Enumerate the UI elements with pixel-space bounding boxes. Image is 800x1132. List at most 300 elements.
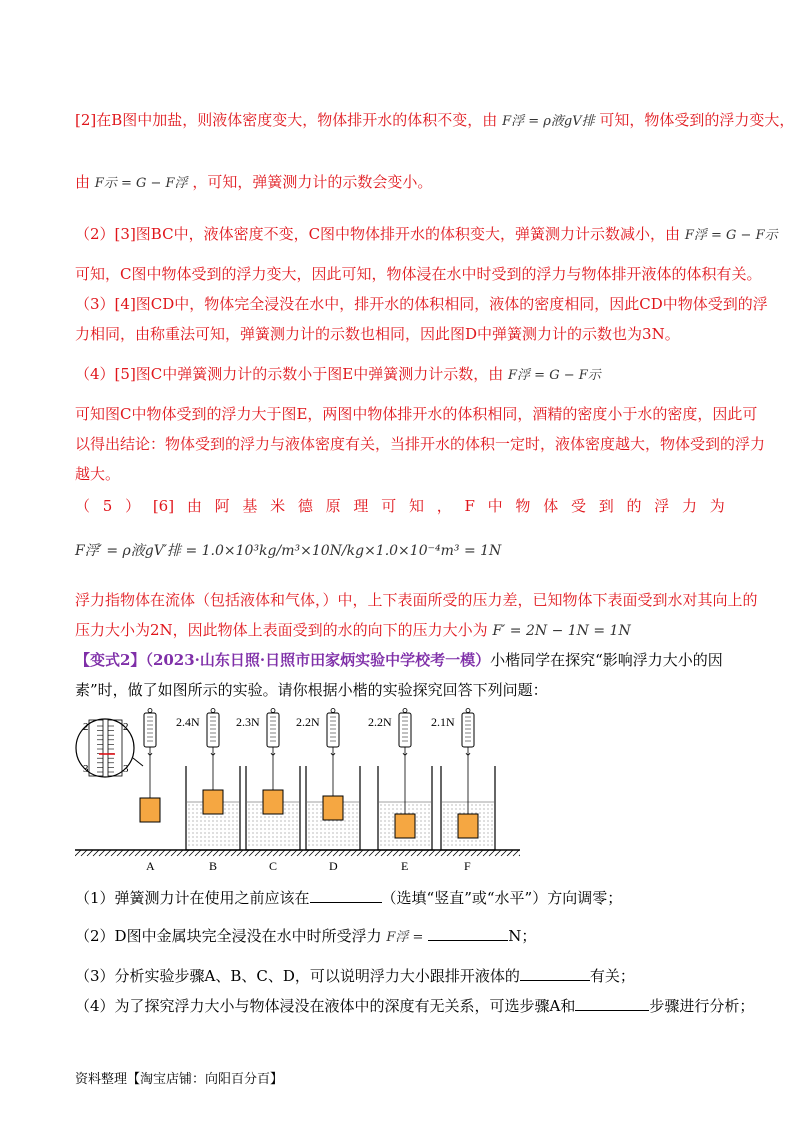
liquid-dot — [492, 845, 493, 846]
liquid-dot — [309, 845, 310, 846]
liquid-dot — [333, 829, 334, 830]
liquid-dot — [189, 805, 190, 806]
ground-hatch — [219, 850, 225, 856]
liquid-dot — [277, 833, 278, 834]
q5-word: 可 — [381, 497, 397, 515]
ground-hatch — [225, 850, 231, 856]
liquid-dot — [484, 833, 485, 834]
ground-hatch — [333, 850, 339, 856]
liquid-dot — [217, 829, 218, 830]
liquid-dot — [444, 833, 445, 834]
liquid-dot — [456, 809, 457, 810]
liquid-dot — [488, 805, 489, 806]
metal-block — [458, 814, 478, 838]
liquid-dot — [425, 829, 426, 830]
liquid-dot — [393, 825, 394, 826]
liquid-dot — [289, 845, 290, 846]
liquid-dot — [281, 833, 282, 834]
liquid-dot — [265, 829, 266, 830]
liquid-dot — [229, 829, 230, 830]
liquid-dot — [277, 825, 278, 826]
ground-hatch — [399, 850, 405, 856]
liquid-dot — [285, 817, 286, 818]
liquid-dot — [269, 833, 270, 834]
liquid-dot — [381, 817, 382, 818]
liquid-dot — [205, 841, 206, 842]
q5-word: （ — [75, 497, 91, 515]
liquid-dot — [480, 805, 481, 806]
spring-scale — [462, 713, 474, 747]
liquid-dot — [201, 821, 202, 822]
liquid-dot — [393, 813, 394, 814]
liquid-dot — [456, 841, 457, 842]
liquid-dot — [421, 817, 422, 818]
ground-hatch — [465, 850, 471, 856]
liquid-dot — [452, 837, 453, 838]
liquid-dot — [205, 825, 206, 826]
liquid-dot — [297, 845, 298, 846]
liquid-dot — [429, 845, 430, 846]
scale-hook-ring — [148, 709, 152, 713]
liquid-dot — [257, 829, 258, 830]
liquid-dot — [492, 833, 493, 834]
liquid-dot — [393, 817, 394, 818]
liquid-dot — [189, 817, 190, 818]
question-4 — [75, 996, 754, 1016]
liquid-dot — [321, 813, 322, 814]
liquid-dot — [484, 837, 485, 838]
liquid-dot — [333, 825, 334, 826]
liquid-dot — [293, 817, 294, 818]
analysis-q5-line2: 浮力指物体在流体（包括液体和气体，）中，上下表面所受的压力差，已知物体下表面受到水对其向上的 — [75, 591, 758, 609]
ground-hatch — [339, 850, 345, 856]
ground-hatch — [447, 850, 453, 856]
q5-word: F — [464, 497, 475, 515]
liquid-dot — [293, 809, 294, 810]
liquid-dot — [349, 825, 350, 826]
liquid-dot — [289, 829, 290, 830]
liquid-dot — [253, 845, 254, 846]
liquid-dot — [257, 833, 258, 834]
liquid-dot — [448, 833, 449, 834]
liquid-dot — [213, 845, 214, 846]
liquid-dot — [225, 825, 226, 826]
spring-scale — [144, 713, 156, 747]
answer-blank-4[interactable] — [575, 996, 649, 1011]
ground-hatch — [345, 850, 351, 856]
liquid-dot — [385, 833, 386, 834]
liquid-dot — [484, 817, 485, 818]
liquid-dot — [221, 821, 222, 822]
liquid-dot — [285, 841, 286, 842]
liquid-dot — [425, 841, 426, 842]
figure-label: E — [401, 859, 409, 873]
ground-hatch — [411, 850, 417, 856]
liquid-dot — [480, 845, 481, 846]
liquid-dot — [317, 845, 318, 846]
liquid-dot — [277, 837, 278, 838]
liquid-dot — [448, 829, 449, 830]
liquid-dot — [456, 837, 457, 838]
liquid-dot — [229, 825, 230, 826]
q5-word: 为 — [709, 497, 725, 515]
liquid-dot — [421, 805, 422, 806]
question-3 — [75, 966, 635, 986]
liquid-dot — [265, 825, 266, 826]
liquid-dot — [321, 817, 322, 818]
liquid-dot — [381, 813, 382, 814]
ground-hatch — [483, 850, 489, 856]
liquid-dot — [417, 825, 418, 826]
liquid-dot — [197, 825, 198, 826]
liquid-dot — [253, 833, 254, 834]
liquid-dot — [265, 833, 266, 834]
liquid-dot — [321, 821, 322, 822]
liquid-dot — [289, 813, 290, 814]
spring-scale — [207, 713, 219, 747]
ground-hatch — [81, 850, 87, 856]
question-1 — [75, 888, 622, 908]
liquid-dot — [488, 833, 489, 834]
liquid-dot — [249, 805, 250, 806]
ground-hatch — [429, 850, 435, 856]
answer-blank-2[interactable] — [428, 926, 508, 941]
liquid-dot — [464, 813, 465, 814]
analysis-q5-line1 — [75, 496, 725, 516]
liquid-dot — [293, 805, 294, 806]
liquid-dot — [325, 829, 326, 830]
analysis-q5-line3 — [75, 620, 631, 641]
ground-hatch — [495, 850, 501, 856]
ground-hatch — [75, 850, 81, 856]
q5-word: 物 — [515, 497, 531, 515]
liquid-dot — [309, 833, 310, 834]
ground-hatch — [231, 850, 237, 856]
liquid-dot — [381, 809, 382, 810]
liquid-dot — [492, 837, 493, 838]
liquid-dot — [313, 809, 314, 810]
liquid-dot — [444, 813, 445, 814]
liquid-dot — [484, 813, 485, 814]
liquid-dot — [349, 833, 350, 834]
liquid-dot — [345, 845, 346, 846]
liquid-dot — [253, 805, 254, 806]
liquid-dot — [421, 829, 422, 830]
metal-block — [140, 798, 160, 822]
liquid-dot — [273, 841, 274, 842]
liquid-dot — [385, 821, 386, 822]
liquid-dot — [444, 837, 445, 838]
ground-hatch — [189, 850, 195, 856]
liquid-dot — [221, 817, 222, 818]
liquid-dot — [285, 805, 286, 806]
liquid-dot — [413, 845, 414, 846]
liquid-dot — [357, 833, 358, 834]
liquid-dot — [413, 841, 414, 842]
ground-hatch — [177, 850, 183, 856]
liquid-dot — [405, 845, 406, 846]
liquid-dot — [476, 809, 477, 810]
liquid-dot — [233, 805, 234, 806]
liquid-dot — [269, 825, 270, 826]
liquid-dot — [201, 825, 202, 826]
liquid-dot — [397, 813, 398, 814]
q5-word: 米 — [270, 497, 286, 515]
liquid-dot — [448, 817, 449, 818]
liquid-dot — [309, 837, 310, 838]
liquid-dot — [297, 805, 298, 806]
answer-blank-1[interactable] — [310, 888, 382, 903]
liquid-dot — [381, 841, 382, 842]
liquid-dot — [456, 829, 457, 830]
question-2 — [75, 926, 536, 948]
liquid-dot — [321, 829, 322, 830]
liquid-dot — [229, 809, 230, 810]
ground-hatch — [513, 850, 519, 856]
liquid-dot — [357, 841, 358, 842]
liquid-dot — [337, 821, 338, 822]
liquid-dot — [385, 837, 386, 838]
liquid-dot — [189, 833, 190, 834]
liquid-dot — [341, 821, 342, 822]
liquid-dot — [397, 805, 398, 806]
liquid-dot — [201, 805, 202, 806]
analysis-p2-line1 — [75, 110, 794, 132]
q5-word: 浮 — [654, 497, 670, 515]
liquid-dot — [285, 829, 286, 830]
liquid-dot — [353, 817, 354, 818]
spring-scale — [399, 713, 411, 747]
liquid-dot — [317, 833, 318, 834]
liquid-dot — [321, 809, 322, 810]
q5-word: 受 — [570, 497, 586, 515]
liquid-dot — [249, 825, 250, 826]
liquid-dot — [393, 837, 394, 838]
liquid-dot — [257, 805, 258, 806]
liquid-dot — [225, 821, 226, 822]
liquid-dot — [321, 845, 322, 846]
liquid-dot — [253, 813, 254, 814]
liquid-dot — [233, 841, 234, 842]
liquid-dot — [189, 845, 190, 846]
liquid-dot — [253, 809, 254, 810]
liquid-dot — [425, 845, 426, 846]
ground-hatch — [123, 850, 129, 856]
liquid-dot — [273, 829, 274, 830]
liquid-dot — [285, 833, 286, 834]
liquid-dot — [429, 829, 430, 830]
ground-hatch — [207, 850, 213, 856]
liquid-dot — [281, 825, 282, 826]
liquid-dot — [197, 837, 198, 838]
liquid-dot — [472, 841, 473, 842]
liquid-dot — [257, 821, 258, 822]
liquid-dot — [189, 829, 190, 830]
liquid-dot — [417, 813, 418, 814]
liquid-dot — [421, 837, 422, 838]
liquid-dot — [452, 813, 453, 814]
liquid-dot — [349, 809, 350, 810]
liquid-dot — [448, 805, 449, 806]
liquid-dot — [397, 809, 398, 810]
liquid-dot — [425, 825, 426, 826]
liquid-dot — [472, 845, 473, 846]
liquid-dot — [444, 845, 445, 846]
liquid-dot — [217, 821, 218, 822]
liquid-dot — [389, 845, 390, 846]
analysis-q3-line2: 力相同，由称重法可知，弹簧测力计的示数也相同，因此图D中弹簧测力计的示数也为3N。 — [75, 325, 680, 343]
liquid-dot — [476, 845, 477, 846]
q5-word: 力 — [682, 497, 698, 515]
liquid-dot — [209, 845, 210, 846]
liquid-dot — [341, 829, 342, 830]
liquid-dot — [421, 841, 422, 842]
liquid-dot — [189, 813, 190, 814]
liquid-dot — [492, 825, 493, 826]
liquid-dot — [201, 833, 202, 834]
liquid-dot — [313, 821, 314, 822]
liquid-dot — [444, 821, 445, 822]
liquid-dot — [201, 809, 202, 810]
scale-reading: 2.3N — [236, 715, 260, 729]
liquid-dot — [269, 817, 270, 818]
magnifier-label: 3 — [123, 763, 129, 775]
liquid-dot — [456, 805, 457, 806]
liquid-dot — [484, 845, 485, 846]
liquid-dot — [444, 805, 445, 806]
liquid-dot — [261, 809, 262, 810]
liquid-dot — [349, 841, 350, 842]
analysis-text: ，可知，弹簧测力计的示数会变小。 — [192, 173, 433, 191]
liquid-dot — [281, 841, 282, 842]
scale-hook-ring — [211, 709, 215, 713]
liquid-dot — [345, 837, 346, 838]
liquid-dot — [389, 821, 390, 822]
liquid-dot — [353, 845, 354, 846]
liquid-dot — [205, 817, 206, 818]
liquid-dot — [253, 821, 254, 822]
liquid-dot — [265, 837, 266, 838]
liquid-dot — [329, 833, 330, 834]
ground-hatch — [129, 850, 135, 856]
liquid-dot — [193, 809, 194, 810]
liquid-dot — [492, 841, 493, 842]
liquid-dot — [488, 813, 489, 814]
liquid-dot — [321, 825, 322, 826]
q5-word: ， — [436, 497, 452, 515]
liquid-dot — [309, 813, 310, 814]
liquid-dot — [385, 841, 386, 842]
liquid-dot — [345, 813, 346, 814]
liquid-dot — [353, 833, 354, 834]
liquid-dot — [281, 821, 282, 822]
liquid-dot — [325, 837, 326, 838]
liquid-dot — [452, 817, 453, 818]
liquid-dot — [209, 825, 210, 826]
liquid-dot — [265, 817, 266, 818]
liquid-dot — [484, 829, 485, 830]
q5-word: 基 — [242, 497, 258, 515]
liquid-dot — [209, 841, 210, 842]
liquid-dot — [217, 845, 218, 846]
figure-label: B — [209, 859, 218, 873]
liquid-dot — [429, 821, 430, 822]
liquid-dot — [353, 841, 354, 842]
liquid-dot — [213, 841, 214, 842]
liquid-dot — [421, 833, 422, 834]
liquid-dot — [488, 841, 489, 842]
liquid-dot — [261, 825, 262, 826]
liquid-dot — [273, 833, 274, 834]
liquid-dot — [381, 825, 382, 826]
ground-hatch — [417, 850, 423, 856]
liquid-dot — [476, 841, 477, 842]
liquid-dot — [492, 829, 493, 830]
ground-hatch — [267, 850, 273, 856]
liquid-dot — [484, 805, 485, 806]
ground-hatch — [87, 850, 93, 856]
liquid-dot — [189, 841, 190, 842]
answer-blank-3[interactable] — [520, 966, 590, 981]
liquid-dot — [269, 845, 270, 846]
liquid-dot — [249, 817, 250, 818]
liquid-dot — [468, 841, 469, 842]
question-text: （1）弹簧测力计在使用之前应该在 — [75, 889, 310, 907]
ground-hatch — [201, 850, 207, 856]
scale-hook-ring — [331, 709, 335, 713]
liquid-dot — [401, 845, 402, 846]
liquid-dot — [197, 821, 198, 822]
ground-hatch — [249, 850, 255, 856]
liquid-dot — [492, 817, 493, 818]
ground-hatch — [381, 850, 387, 856]
liquid-dot — [397, 841, 398, 842]
liquid-dot — [429, 809, 430, 810]
liquid-dot — [353, 825, 354, 826]
liquid-dot — [317, 825, 318, 826]
liquid-dot — [309, 817, 310, 818]
weight-formula: F示 = G − F浮 — [94, 176, 188, 191]
ground-hatch — [309, 850, 315, 856]
ground-hatch — [243, 850, 249, 856]
liquid-dot — [261, 841, 262, 842]
liquid-dot — [221, 833, 222, 834]
liquid-dot — [488, 821, 489, 822]
liquid-dot — [472, 813, 473, 814]
liquid-dot — [452, 821, 453, 822]
liquid-dot — [321, 805, 322, 806]
spring-scale — [267, 713, 279, 747]
archimedes-formula: F浮′ = ρ液gV′排 = 1.0×10³kg/m³×10N/kg×1.0×10⁻⁴m³ = 1N — [75, 543, 502, 559]
ground-hatch — [489, 850, 495, 856]
liquid-dot — [333, 841, 334, 842]
liquid-dot — [429, 841, 430, 842]
liquid-dot — [329, 825, 330, 826]
liquid-dot — [456, 845, 457, 846]
liquid-dot — [409, 805, 410, 806]
liquid-dot — [225, 805, 226, 806]
liquid-dot — [253, 837, 254, 838]
q5-word: 理 — [353, 497, 369, 515]
analysis-q4-line3: 以得出结论：物体受到的浮力与液体密度有关，当排开水的体积一定时，液体密度越大，物体受到的浮力 — [75, 435, 766, 453]
liquid-dot — [492, 821, 493, 822]
ground-hatch — [435, 850, 441, 856]
liquid-dot — [313, 825, 314, 826]
liquid-dot — [357, 845, 358, 846]
liquid-dot — [464, 809, 465, 810]
liquid-dot — [225, 837, 226, 838]
scale-reading: 2.2N — [296, 715, 320, 729]
